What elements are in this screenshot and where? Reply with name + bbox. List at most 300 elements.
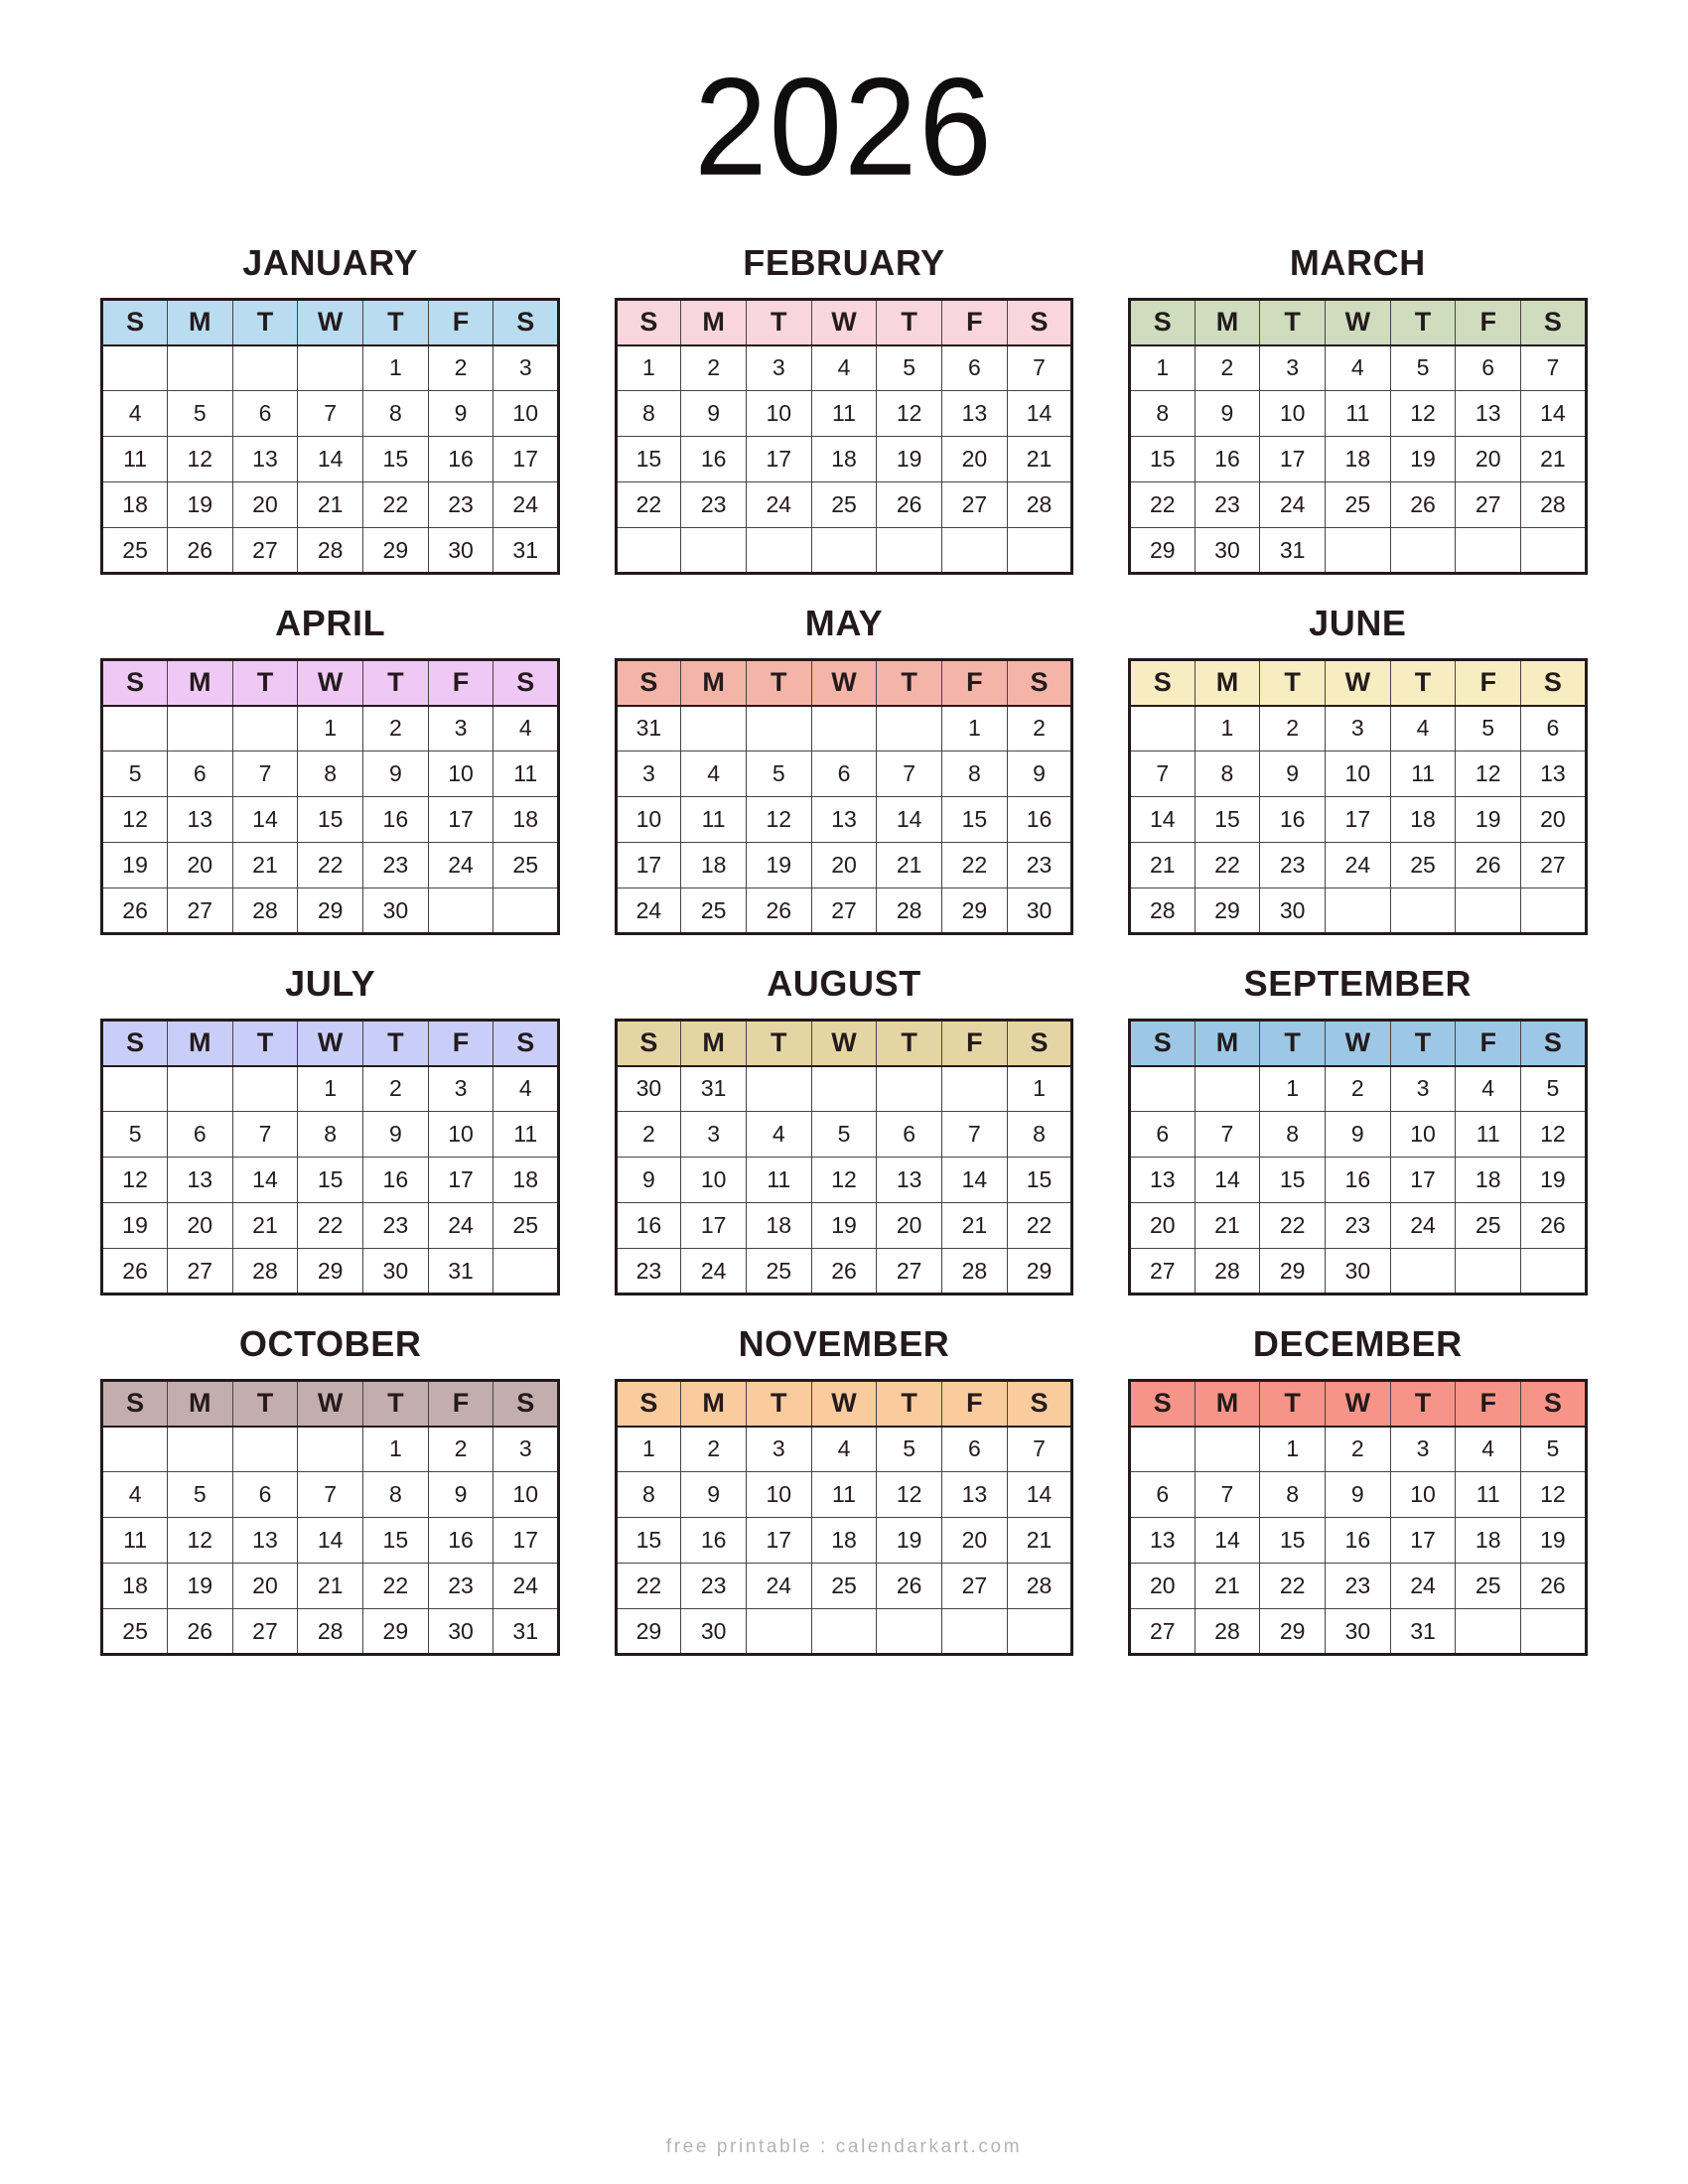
day-cell[interactable]: 31 [428,1249,493,1295]
day-cell[interactable]: 8 [363,1472,429,1518]
day-cell[interactable]: 20 [942,437,1008,482]
day-cell[interactable]: 1 [942,706,1008,751]
day-cell[interactable]: 31 [1260,528,1326,574]
day-cell[interactable]: 2 [428,1427,493,1472]
day-cell[interactable]: 18 [102,482,168,528]
day-cell[interactable]: 25 [746,1249,811,1295]
day-cell[interactable]: 30 [363,888,429,934]
day-cell[interactable]: 27 [811,888,877,934]
day-cell[interactable]: 12 [167,437,232,482]
day-cell[interactable]: 17 [1390,1158,1456,1203]
day-cell[interactable]: 24 [493,1564,559,1609]
day-cell[interactable]: 27 [1521,843,1587,888]
day-cell[interactable]: 24 [1390,1564,1456,1609]
day-cell[interactable]: 23 [1325,1203,1390,1249]
day-cell[interactable]: 31 [616,706,681,751]
day-cell[interactable]: 16 [1325,1518,1390,1564]
day-cell[interactable]: 12 [167,1518,232,1564]
day-cell[interactable]: 14 [877,797,942,843]
day-cell[interactable]: 15 [1195,797,1260,843]
day-cell[interactable]: 21 [1195,1203,1260,1249]
day-cell[interactable]: 14 [298,437,363,482]
day-cell[interactable]: 24 [746,1564,811,1609]
day-cell[interactable]: 29 [1129,528,1195,574]
day-cell[interactable]: 7 [298,391,363,437]
day-cell[interactable]: 3 [1390,1066,1456,1112]
day-cell[interactable]: 5 [877,1427,942,1472]
day-cell[interactable]: 19 [167,482,232,528]
day-cell[interactable]: 14 [232,1158,298,1203]
day-cell[interactable]: 27 [1129,1249,1195,1295]
day-cell[interactable]: 1 [363,345,429,391]
day-cell[interactable]: 11 [102,437,168,482]
day-cell[interactable]: 19 [1521,1158,1587,1203]
day-cell[interactable]: 10 [428,1112,493,1158]
day-cell[interactable]: 13 [167,797,232,843]
day-cell[interactable]: 9 [428,1472,493,1518]
day-cell[interactable]: 20 [1129,1564,1195,1609]
day-cell[interactable]: 13 [942,391,1008,437]
day-cell[interactable]: 16 [428,1518,493,1564]
day-cell[interactable]: 17 [428,797,493,843]
day-cell[interactable]: 11 [1456,1472,1521,1518]
day-cell[interactable]: 18 [1390,797,1456,843]
day-cell[interactable]: 17 [681,1203,747,1249]
day-cell[interactable]: 26 [102,1249,168,1295]
day-cell[interactable]: 26 [746,888,811,934]
day-cell[interactable]: 9 [363,751,429,797]
day-cell[interactable]: 2 [681,345,747,391]
day-cell[interactable]: 9 [1325,1112,1390,1158]
day-cell[interactable]: 21 [1007,437,1072,482]
day-cell[interactable]: 14 [232,797,298,843]
day-cell[interactable]: 19 [877,437,942,482]
day-cell[interactable]: 3 [746,345,811,391]
day-cell[interactable]: 9 [1007,751,1072,797]
day-cell[interactable]: 28 [1521,482,1587,528]
day-cell[interactable]: 14 [1129,797,1195,843]
day-cell[interactable]: 6 [232,1472,298,1518]
day-cell[interactable]: 18 [1325,437,1390,482]
day-cell[interactable]: 7 [1195,1112,1260,1158]
day-cell[interactable]: 3 [681,1112,747,1158]
day-cell[interactable]: 24 [1390,1203,1456,1249]
day-cell[interactable]: 25 [1456,1203,1521,1249]
day-cell[interactable]: 22 [363,1564,429,1609]
day-cell[interactable]: 26 [1521,1564,1587,1609]
day-cell[interactable]: 11 [102,1518,168,1564]
day-cell[interactable]: 26 [1521,1203,1587,1249]
day-cell[interactable]: 8 [1260,1112,1326,1158]
day-cell[interactable]: 12 [1521,1472,1587,1518]
day-cell[interactable]: 22 [616,482,681,528]
day-cell[interactable]: 17 [493,1518,559,1564]
day-cell[interactable]: 29 [1195,888,1260,934]
day-cell[interactable]: 13 [1129,1518,1195,1564]
day-cell[interactable]: 18 [681,843,747,888]
day-cell[interactable]: 5 [1390,345,1456,391]
day-cell[interactable]: 4 [681,751,747,797]
day-cell[interactable]: 18 [1456,1158,1521,1203]
day-cell[interactable]: 30 [616,1066,681,1112]
day-cell[interactable]: 5 [102,751,168,797]
day-cell[interactable]: 29 [942,888,1008,934]
day-cell[interactable]: 15 [363,1518,429,1564]
day-cell[interactable]: 8 [363,391,429,437]
day-cell[interactable]: 23 [681,1564,747,1609]
day-cell[interactable]: 16 [1007,797,1072,843]
day-cell[interactable]: 16 [616,1203,681,1249]
day-cell[interactable]: 24 [1325,843,1390,888]
day-cell[interactable]: 10 [1390,1112,1456,1158]
day-cell[interactable]: 24 [428,843,493,888]
day-cell[interactable]: 5 [1521,1066,1587,1112]
day-cell[interactable]: 12 [877,1472,942,1518]
day-cell[interactable]: 15 [616,437,681,482]
day-cell[interactable]: 2 [1260,706,1326,751]
day-cell[interactable]: 9 [681,391,747,437]
day-cell[interactable]: 21 [877,843,942,888]
day-cell[interactable]: 11 [681,797,747,843]
day-cell[interactable]: 23 [363,843,429,888]
day-cell[interactable]: 14 [1195,1518,1260,1564]
day-cell[interactable]: 4 [1456,1066,1521,1112]
day-cell[interactable]: 19 [811,1203,877,1249]
day-cell[interactable]: 1 [1007,1066,1072,1112]
day-cell[interactable]: 1 [616,345,681,391]
day-cell[interactable]: 15 [616,1518,681,1564]
day-cell[interactable]: 25 [493,1203,559,1249]
day-cell[interactable]: 30 [1007,888,1072,934]
day-cell[interactable]: 27 [167,888,232,934]
day-cell[interactable]: 22 [1007,1203,1072,1249]
day-cell[interactable]: 10 [616,797,681,843]
day-cell[interactable]: 16 [363,797,429,843]
day-cell[interactable]: 17 [616,843,681,888]
day-cell[interactable]: 5 [877,345,942,391]
day-cell[interactable]: 21 [298,482,363,528]
day-cell[interactable]: 1 [1260,1427,1326,1472]
day-cell[interactable]: 22 [298,843,363,888]
day-cell[interactable]: 6 [811,751,877,797]
day-cell[interactable]: 18 [811,1518,877,1564]
day-cell[interactable]: 22 [942,843,1008,888]
day-cell[interactable]: 23 [616,1249,681,1295]
day-cell[interactable]: 6 [1456,345,1521,391]
day-cell[interactable]: 11 [811,1472,877,1518]
day-cell[interactable]: 21 [298,1564,363,1609]
day-cell[interactable]: 8 [298,1112,363,1158]
day-cell[interactable]: 8 [942,751,1008,797]
day-cell[interactable]: 14 [1195,1158,1260,1203]
day-cell[interactable]: 24 [681,1249,747,1295]
day-cell[interactable]: 8 [616,1472,681,1518]
day-cell[interactable]: 5 [1521,1427,1587,1472]
day-cell[interactable]: 18 [811,437,877,482]
day-cell[interactable]: 18 [1456,1518,1521,1564]
day-cell[interactable]: 19 [746,843,811,888]
day-cell[interactable]: 9 [616,1158,681,1203]
day-cell[interactable]: 27 [232,528,298,574]
day-cell[interactable]: 12 [746,797,811,843]
day-cell[interactable]: 1 [363,1427,429,1472]
day-cell[interactable]: 16 [1325,1158,1390,1203]
day-cell[interactable]: 16 [1195,437,1260,482]
day-cell[interactable]: 30 [1325,1249,1390,1295]
day-cell[interactable]: 30 [428,528,493,574]
day-cell[interactable]: 10 [428,751,493,797]
day-cell[interactable]: 16 [681,1518,747,1564]
day-cell[interactable]: 20 [167,1203,232,1249]
day-cell[interactable]: 20 [1521,797,1587,843]
day-cell[interactable]: 6 [1129,1472,1195,1518]
day-cell[interactable]: 29 [616,1609,681,1655]
day-cell[interactable]: 6 [167,1112,232,1158]
day-cell[interactable]: 13 [1521,751,1587,797]
day-cell[interactable]: 31 [493,528,559,574]
day-cell[interactable]: 12 [102,1158,168,1203]
day-cell[interactable]: 27 [942,482,1008,528]
day-cell[interactable]: 20 [942,1518,1008,1564]
day-cell[interactable]: 7 [1007,1427,1072,1472]
day-cell[interactable]: 20 [232,482,298,528]
day-cell[interactable]: 19 [167,1564,232,1609]
day-cell[interactable]: 12 [1390,391,1456,437]
day-cell[interactable]: 23 [1195,482,1260,528]
day-cell[interactable]: 7 [232,1112,298,1158]
day-cell[interactable]: 3 [493,345,559,391]
day-cell[interactable]: 25 [1456,1564,1521,1609]
day-cell[interactable]: 7 [1007,345,1072,391]
day-cell[interactable]: 21 [1521,437,1587,482]
day-cell[interactable]: 20 [1456,437,1521,482]
day-cell[interactable]: 18 [493,1158,559,1203]
day-cell[interactable]: 21 [1195,1564,1260,1609]
day-cell[interactable]: 4 [746,1112,811,1158]
day-cell[interactable]: 11 [493,751,559,797]
day-cell[interactable]: 28 [942,1249,1008,1295]
day-cell[interactable]: 2 [1325,1066,1390,1112]
day-cell[interactable]: 15 [298,797,363,843]
day-cell[interactable]: 21 [1129,843,1195,888]
day-cell[interactable]: 12 [1521,1112,1587,1158]
day-cell[interactable]: 15 [942,797,1008,843]
day-cell[interactable]: 16 [1260,797,1326,843]
day-cell[interactable]: 8 [616,391,681,437]
day-cell[interactable]: 25 [811,1564,877,1609]
day-cell[interactable]: 9 [428,391,493,437]
day-cell[interactable]: 27 [942,1564,1008,1609]
day-cell[interactable]: 24 [493,482,559,528]
day-cell[interactable]: 30 [363,1249,429,1295]
day-cell[interactable]: 3 [428,706,493,751]
day-cell[interactable]: 22 [1260,1203,1326,1249]
day-cell[interactable]: 11 [1456,1112,1521,1158]
day-cell[interactable]: 6 [167,751,232,797]
day-cell[interactable]: 10 [746,391,811,437]
day-cell[interactable]: 20 [811,843,877,888]
day-cell[interactable]: 14 [1007,1472,1072,1518]
day-cell[interactable]: 9 [1260,751,1326,797]
day-cell[interactable]: 10 [493,1472,559,1518]
day-cell[interactable]: 13 [877,1158,942,1203]
day-cell[interactable]: 29 [363,528,429,574]
day-cell[interactable]: 3 [1390,1427,1456,1472]
day-cell[interactable]: 26 [167,528,232,574]
day-cell[interactable]: 12 [811,1158,877,1203]
day-cell[interactable]: 13 [1456,391,1521,437]
day-cell[interactable]: 15 [1260,1518,1326,1564]
day-cell[interactable]: 2 [681,1427,747,1472]
day-cell[interactable]: 12 [877,391,942,437]
day-cell[interactable]: 6 [942,345,1008,391]
day-cell[interactable]: 17 [746,437,811,482]
day-cell[interactable]: 19 [1521,1518,1587,1564]
day-cell[interactable]: 4 [811,1427,877,1472]
day-cell[interactable]: 25 [681,888,747,934]
day-cell[interactable]: 2 [428,345,493,391]
day-cell[interactable]: 21 [232,843,298,888]
day-cell[interactable]: 24 [428,1203,493,1249]
day-cell[interactable]: 17 [1260,437,1326,482]
day-cell[interactable]: 1 [1260,1066,1326,1112]
day-cell[interactable]: 27 [1456,482,1521,528]
day-cell[interactable]: 29 [298,1249,363,1295]
day-cell[interactable]: 14 [1521,391,1587,437]
day-cell[interactable]: 28 [298,528,363,574]
day-cell[interactable]: 1 [298,1066,363,1112]
day-cell[interactable]: 7 [942,1112,1008,1158]
day-cell[interactable]: 11 [1325,391,1390,437]
day-cell[interactable]: 22 [1129,482,1195,528]
day-cell[interactable]: 28 [298,1609,363,1655]
day-cell[interactable]: 18 [746,1203,811,1249]
day-cell[interactable]: 15 [1007,1158,1072,1203]
day-cell[interactable]: 3 [746,1427,811,1472]
day-cell[interactable]: 6 [942,1427,1008,1472]
day-cell[interactable]: 28 [877,888,942,934]
day-cell[interactable]: 30 [1195,528,1260,574]
day-cell[interactable]: 26 [1390,482,1456,528]
day-cell[interactable]: 2 [363,706,429,751]
day-cell[interactable]: 21 [1007,1518,1072,1564]
day-cell[interactable]: 23 [1325,1564,1390,1609]
day-cell[interactable]: 5 [167,1472,232,1518]
day-cell[interactable]: 10 [746,1472,811,1518]
day-cell[interactable]: 25 [1325,482,1390,528]
day-cell[interactable]: 4 [102,1472,168,1518]
day-cell[interactable]: 2 [1325,1427,1390,1472]
day-cell[interactable]: 16 [681,437,747,482]
day-cell[interactable]: 4 [102,391,168,437]
day-cell[interactable]: 1 [616,1427,681,1472]
day-cell[interactable]: 3 [1260,345,1326,391]
day-cell[interactable]: 6 [877,1112,942,1158]
day-cell[interactable]: 5 [1456,706,1521,751]
day-cell[interactable]: 3 [428,1066,493,1112]
day-cell[interactable]: 29 [1007,1249,1072,1295]
day-cell[interactable]: 20 [167,843,232,888]
day-cell[interactable]: 11 [746,1158,811,1203]
day-cell[interactable]: 11 [811,391,877,437]
day-cell[interactable]: 22 [1195,843,1260,888]
day-cell[interactable]: 25 [811,482,877,528]
day-cell[interactable]: 4 [1456,1427,1521,1472]
day-cell[interactable]: 13 [232,1518,298,1564]
day-cell[interactable]: 9 [363,1112,429,1158]
day-cell[interactable]: 31 [1390,1609,1456,1655]
day-cell[interactable]: 29 [298,888,363,934]
day-cell[interactable]: 3 [1325,706,1390,751]
day-cell[interactable]: 6 [1129,1112,1195,1158]
day-cell[interactable]: 19 [877,1518,942,1564]
day-cell[interactable]: 9 [681,1472,747,1518]
day-cell[interactable]: 26 [102,888,168,934]
day-cell[interactable]: 23 [681,482,747,528]
day-cell[interactable]: 5 [102,1112,168,1158]
day-cell[interactable]: 28 [1007,1564,1072,1609]
day-cell[interactable]: 22 [298,1203,363,1249]
day-cell[interactable]: 10 [1390,1472,1456,1518]
day-cell[interactable]: 27 [232,1609,298,1655]
day-cell[interactable]: 24 [746,482,811,528]
day-cell[interactable]: 25 [102,1609,168,1655]
day-cell[interactable]: 28 [1195,1249,1260,1295]
day-cell[interactable]: 3 [616,751,681,797]
day-cell[interactable]: 9 [1325,1472,1390,1518]
day-cell[interactable]: 28 [232,1249,298,1295]
day-cell[interactable]: 15 [1129,437,1195,482]
day-cell[interactable]: 15 [1260,1158,1326,1203]
day-cell[interactable]: 8 [1260,1472,1326,1518]
day-cell[interactable]: 4 [493,1066,559,1112]
day-cell[interactable]: 3 [493,1427,559,1472]
day-cell[interactable]: 7 [1129,751,1195,797]
day-cell[interactable]: 27 [167,1249,232,1295]
day-cell[interactable]: 1 [1129,345,1195,391]
day-cell[interactable]: 14 [942,1158,1008,1203]
day-cell[interactable]: 27 [877,1249,942,1295]
day-cell[interactable]: 18 [493,797,559,843]
day-cell[interactable]: 5 [746,751,811,797]
day-cell[interactable]: 7 [1195,1472,1260,1518]
day-cell[interactable]: 7 [232,751,298,797]
day-cell[interactable]: 26 [167,1609,232,1655]
day-cell[interactable]: 25 [1390,843,1456,888]
day-cell[interactable]: 4 [493,706,559,751]
day-cell[interactable]: 28 [232,888,298,934]
day-cell[interactable]: 19 [102,843,168,888]
day-cell[interactable]: 6 [232,391,298,437]
day-cell[interactable]: 26 [811,1249,877,1295]
day-cell[interactable]: 29 [1260,1249,1326,1295]
day-cell[interactable]: 15 [363,437,429,482]
day-cell[interactable]: 26 [877,1564,942,1609]
day-cell[interactable]: 28 [1129,888,1195,934]
day-cell[interactable]: 8 [1195,751,1260,797]
day-cell[interactable]: 2 [616,1112,681,1158]
day-cell[interactable]: 20 [877,1203,942,1249]
day-cell[interactable]: 27 [1129,1609,1195,1655]
day-cell[interactable]: 8 [298,751,363,797]
day-cell[interactable]: 30 [1260,888,1326,934]
day-cell[interactable]: 17 [1325,797,1390,843]
day-cell[interactable]: 24 [1260,482,1326,528]
day-cell[interactable]: 1 [1195,706,1260,751]
day-cell[interactable]: 31 [493,1609,559,1655]
day-cell[interactable]: 28 [1007,482,1072,528]
day-cell[interactable]: 21 [232,1203,298,1249]
